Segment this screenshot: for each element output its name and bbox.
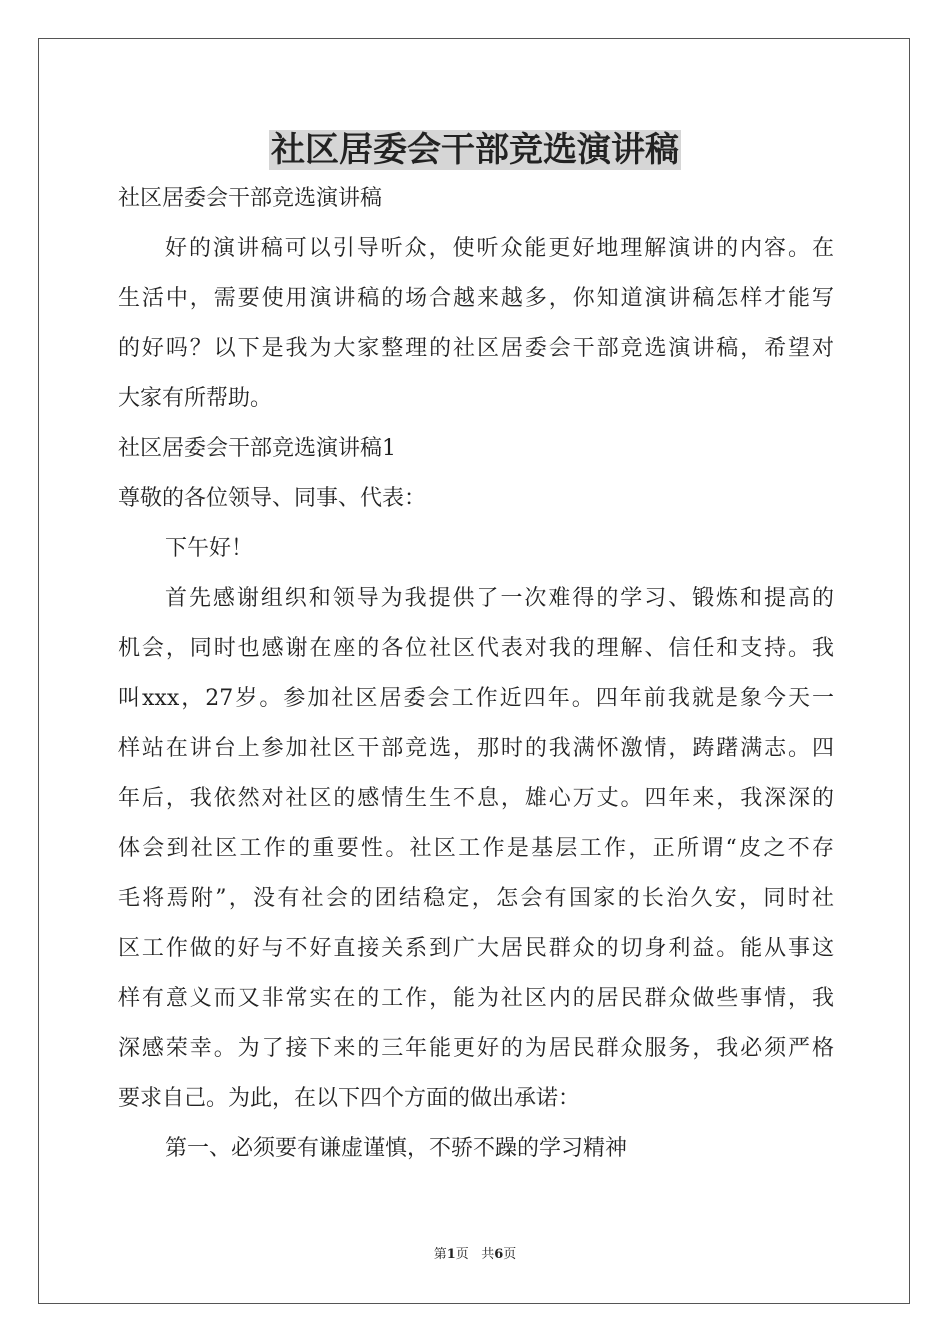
salutation: 尊敬的各位领导、同事、代表： <box>118 486 427 511</box>
page-number: 1 <box>446 1247 456 1262</box>
paragraph-line: 的好吗？以下是我为大家整理的社区居委会干部竞选演讲稿，希望对 <box>118 336 834 361</box>
paragraph-line: 样站在讲台上参加社区干部竞选，那时的我满怀激情，踌躇满志。四 <box>118 736 834 761</box>
paragraph-line: 体会到社区工作的重要性。社区工作是基层工作，正所谓“皮之不存 <box>118 836 834 861</box>
paragraph-line: 要求自己。为此，在以下四个方面的做出承诺： <box>118 1086 581 1111</box>
paragraph-line: 首先感谢组织和领导为我提供了一次难得的学习、锻炼和提高的 <box>165 586 834 611</box>
paragraph-line: 区工作做的好与不好直接关系到广大居民群众的切身利益。能从事这 <box>118 936 834 961</box>
paragraph-line: 样有意义而又非常实在的工作，能为社区内的居民群众做些事情，我 <box>118 986 834 1011</box>
paragraph-line: 深感荣幸。为了接下来的三年能更好的为居民群众服务，我必须严格 <box>118 1036 834 1061</box>
paragraph-line: 好的演讲稿可以引导听众，使听众能更好地理解演讲的内容。在 <box>165 236 834 261</box>
paragraph-line: 毛将焉附”，没有社会的团结稳定，怎会有国家的长治久安，同时社 <box>118 886 834 911</box>
paragraph-line: 第一、必须要有谦虚谨慎，不骄不躁的学习精神 <box>165 1136 628 1161</box>
page-border <box>38 38 910 1304</box>
paragraph-line: 叫xxx，27岁。参加社区居委会工作近四年。四年前我就是象今天一 <box>118 686 834 711</box>
page-suffix: 页 <box>455 1247 469 1262</box>
paragraph-line: 机会，同时也感谢在座的各位社区代表对我的理解、信任和支持。我 <box>118 636 834 661</box>
title-text: 社区居委会干部竞选演讲稿 <box>271 130 679 170</box>
greeting: 下午好！ <box>165 536 254 561</box>
document-title <box>0 126 950 174</box>
total-prefix: 共 <box>481 1247 495 1262</box>
subtitle-line: 社区居委会干部竞选演讲稿 <box>118 186 383 211</box>
total-pages: 6 <box>494 1247 504 1262</box>
paragraph-line: 年后，我依然对社区的感情生生不息，雄心万丈。四年来，我深深的 <box>118 786 834 811</box>
total-suffix: 页 <box>503 1247 517 1262</box>
page-prefix: 第 <box>433 1247 447 1262</box>
section-heading: 社区居委会干部竞选演讲稿1 <box>118 436 396 461</box>
paragraph-line: 大家有所帮助。 <box>118 386 273 411</box>
page-footer <box>0 1247 950 1263</box>
paragraph-line: 生活中，需要使用演讲稿的场合越来越多，你知道演讲稿怎样才能写 <box>118 286 834 311</box>
